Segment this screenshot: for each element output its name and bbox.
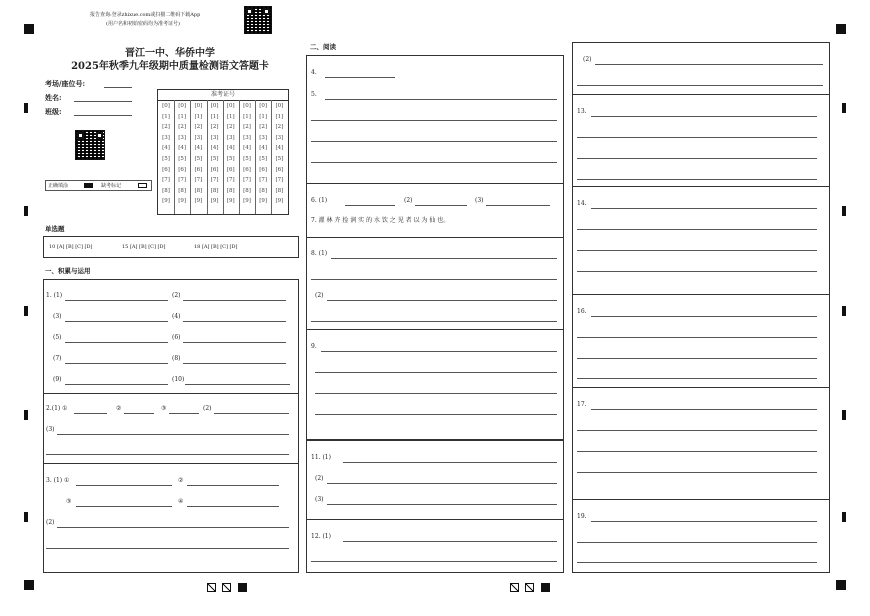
choice-q18[interactable]: 18 [A] [B] [C] [D] bbox=[194, 244, 238, 250]
section1-title: 一、积累与运用 bbox=[45, 267, 91, 275]
q11-box bbox=[306, 440, 564, 520]
page-marker-icon bbox=[222, 583, 231, 592]
q3-part2-line1[interactable] bbox=[57, 527, 289, 528]
q12b-box bbox=[572, 42, 830, 95]
timing-mark bbox=[24, 512, 28, 522]
admission-digit-bubble[interactable]: [6] bbox=[210, 166, 219, 173]
q8-part1-line2[interactable] bbox=[311, 279, 557, 280]
admission-digit-bubble[interactable]: [6] bbox=[243, 166, 251, 173]
q17-line3[interactable] bbox=[577, 451, 817, 452]
q19-label: 19. bbox=[577, 513, 587, 520]
admission-digit-bubble[interactable]: [8] bbox=[162, 187, 170, 194]
q2-part3-line2[interactable] bbox=[46, 454, 289, 455]
q5-line3[interactable] bbox=[311, 141, 557, 142]
admission-digit-bubble[interactable]: [5] bbox=[275, 156, 284, 162]
q2-blank1-line[interactable] bbox=[74, 413, 107, 414]
timing-mark bbox=[842, 306, 846, 316]
admission-digit-bubble[interactable]: [2] bbox=[275, 124, 284, 131]
student-qr-code-icon bbox=[75, 130, 105, 160]
q3-blank3-line[interactable] bbox=[76, 506, 172, 507]
q14-label: 14. bbox=[577, 200, 587, 207]
class-field[interactable] bbox=[74, 115, 132, 116]
class-label: 班级: bbox=[45, 107, 62, 116]
admission-digit-bubble[interactable]: [1] bbox=[210, 113, 219, 120]
admission-digit-bubble[interactable]: [2] bbox=[162, 124, 170, 131]
admission-digit-bubble[interactable]: [9] bbox=[259, 198, 268, 205]
correct-fill-sample-icon bbox=[84, 183, 93, 188]
admission-digit-bubble[interactable]: [4] bbox=[243, 145, 251, 152]
q1-part1-line[interactable] bbox=[65, 300, 168, 301]
admission-digit-bubble[interactable]: [5] bbox=[194, 156, 203, 162]
absent-mark-checkbox[interactable] bbox=[138, 183, 147, 188]
q11-part1-line[interactable] bbox=[343, 462, 557, 463]
admission-digit-bubble[interactable]: [0] bbox=[194, 103, 203, 109]
q2-blank3-label: ③ bbox=[161, 405, 167, 412]
timing-mark bbox=[24, 103, 28, 113]
admission-digit-bubble[interactable]: [4] bbox=[162, 145, 170, 152]
admission-digit-bubble[interactable]: [3] bbox=[275, 134, 284, 141]
admission-digit-bubble[interactable]: [5] bbox=[162, 156, 170, 162]
admission-digit-bubble[interactable]: [5] bbox=[210, 156, 219, 162]
q11-part3-line[interactable] bbox=[327, 504, 557, 505]
q6-part1-label: 6. (1) bbox=[311, 197, 328, 204]
q9-label: 9. bbox=[311, 343, 317, 350]
q6-part3-label: (3) bbox=[475, 197, 484, 204]
q11-part2-label: (2) bbox=[315, 475, 324, 482]
q12-part2-line1[interactable] bbox=[595, 64, 823, 65]
q19-line3[interactable] bbox=[577, 562, 817, 563]
q17-line1[interactable] bbox=[591, 409, 817, 410]
page-marker-icon bbox=[238, 583, 247, 592]
q11-part3-label: (3) bbox=[315, 496, 324, 503]
q3-blank4-line[interactable] bbox=[187, 506, 279, 507]
q1-box bbox=[43, 279, 299, 394]
admission-digit-bubble[interactable]: [3] bbox=[243, 134, 251, 141]
admission-digit-bubble[interactable]: [7] bbox=[162, 177, 170, 184]
admission-digit-bubble[interactable]: [0] bbox=[210, 103, 219, 109]
admission-digit-bubble[interactable]: [2] bbox=[210, 124, 219, 131]
q13-label: 13. bbox=[577, 108, 587, 115]
app-qr-code-icon[interactable] bbox=[244, 6, 272, 34]
q2-blank2-line[interactable] bbox=[124, 413, 154, 414]
admission-digit-bubble[interactable]: [9] bbox=[275, 198, 284, 205]
admission-digit-bubble[interactable]: [7] bbox=[243, 177, 251, 184]
admission-digit-bubble[interactable]: [9] bbox=[210, 198, 219, 205]
admission-digit-bubble[interactable]: [6] bbox=[162, 166, 170, 173]
q9-box bbox=[306, 330, 564, 440]
admission-digit-bubble[interactable]: [4] bbox=[259, 145, 268, 152]
admission-digit-bubble[interactable]: [7] bbox=[194, 177, 203, 184]
admission-digit-bubble[interactable]: [9] bbox=[226, 198, 235, 205]
school-name: 晋江一中、华侨中学 bbox=[125, 48, 215, 59]
admission-digit-bubble[interactable]: [0] bbox=[243, 103, 251, 109]
q12-part1-line2[interactable] bbox=[311, 561, 557, 562]
admission-digit-bubble[interactable]: [8] bbox=[243, 187, 251, 194]
q3-blank4-label: ④ bbox=[178, 498, 184, 505]
q3-blank1-line[interactable] bbox=[76, 485, 172, 486]
admission-digit-bubble[interactable]: [9] bbox=[194, 198, 203, 205]
q1-part7-label: (7) bbox=[53, 355, 62, 362]
admission-digit-bubble[interactable]: [0] bbox=[275, 103, 284, 109]
admission-digit-bubble[interactable]: [3] bbox=[194, 134, 203, 141]
admission-digit-bubble[interactable]: [2] bbox=[178, 124, 187, 131]
q13-line4[interactable] bbox=[577, 179, 817, 180]
choice-q10[interactable]: 10 [A] [B] [C] [D] bbox=[49, 244, 93, 250]
q2-blank2-label: ② bbox=[116, 405, 122, 412]
q4-label: 4. bbox=[311, 69, 317, 76]
admission-digit-bubble[interactable]: [1] bbox=[275, 113, 284, 120]
q16-box bbox=[572, 295, 830, 388]
fill-legend bbox=[45, 180, 152, 191]
admission-digit-bubble[interactable]: [1] bbox=[226, 113, 235, 120]
q1-part1-label: 1. (1) bbox=[46, 292, 63, 299]
q5-line2[interactable] bbox=[311, 120, 557, 121]
admission-digit-bubble[interactable]: [5] bbox=[226, 156, 235, 162]
section2-title: 二、阅读 bbox=[310, 43, 336, 51]
admission-digit-bubble[interactable]: [8] bbox=[178, 187, 187, 194]
admission-digit-bubble[interactable]: [5] bbox=[259, 156, 268, 162]
q3-blank3-label: ③ bbox=[66, 498, 72, 505]
timing-mark bbox=[842, 512, 846, 522]
admission-digit-bubble[interactable]: [1] bbox=[162, 113, 170, 120]
q14-line3[interactable] bbox=[577, 250, 817, 251]
registration-mark bbox=[836, 24, 846, 34]
name-field[interactable] bbox=[74, 101, 132, 102]
admission-digit-bubble[interactable]: [3] bbox=[178, 134, 187, 141]
q11-part2-line[interactable] bbox=[327, 483, 557, 484]
q12-part1-label: 12. (1) bbox=[311, 533, 331, 540]
q1-part5-line[interactable] bbox=[65, 342, 168, 343]
admission-digit-bubble[interactable]: [8] bbox=[259, 187, 268, 194]
q12-part2-label: (2) bbox=[583, 56, 592, 63]
q1-part4-line[interactable] bbox=[183, 321, 286, 322]
name-label: 姓名: bbox=[45, 93, 62, 102]
admission-digit-bubble[interactable]: [8] bbox=[275, 187, 284, 194]
page-marker-icon bbox=[541, 583, 550, 592]
q1-part8-label: (8) bbox=[172, 355, 181, 362]
q14-box bbox=[572, 187, 830, 295]
q5-line4[interactable] bbox=[311, 162, 557, 163]
q17-line4[interactable] bbox=[577, 472, 817, 473]
admission-digit-bubble[interactable]: [3] bbox=[259, 134, 268, 141]
q6-part2-label: (2) bbox=[404, 197, 413, 204]
seat-field[interactable] bbox=[104, 87, 132, 88]
q14-line4[interactable] bbox=[577, 271, 817, 272]
admission-digit-bubble[interactable]: [2] bbox=[243, 124, 251, 131]
absent-mark-label: 缺考标记 bbox=[101, 183, 122, 189]
q14-line1[interactable] bbox=[591, 208, 817, 209]
admission-digit-bubble[interactable]: [8] bbox=[194, 187, 203, 194]
q19-box bbox=[572, 500, 830, 573]
q9-line4[interactable] bbox=[315, 414, 557, 415]
timing-mark bbox=[24, 206, 28, 216]
q13-line3[interactable] bbox=[577, 158, 817, 159]
q8-part2-line2[interactable] bbox=[311, 321, 557, 322]
admission-digit-bubble[interactable]: [2] bbox=[226, 124, 235, 131]
correct-fill-label: 正确填涂 bbox=[48, 183, 69, 189]
admission-number-grid[interactable] bbox=[157, 89, 289, 215]
q9-line3[interactable] bbox=[315, 393, 557, 394]
exam-title: 2025年秋季九年级期中质量检测语文答题卡 bbox=[71, 61, 269, 72]
q1-part9-label: (9) bbox=[53, 376, 62, 383]
admission-digit-bubble[interactable]: [7] bbox=[226, 177, 235, 184]
admission-digit-bubble[interactable]: [6] bbox=[226, 166, 235, 173]
admission-digit-bubble[interactable]: [9] bbox=[178, 198, 187, 205]
admission-digit-bubble[interactable]: [9] bbox=[243, 198, 251, 205]
q8-part1-line1[interactable] bbox=[331, 258, 557, 259]
admission-digit-bubble[interactable]: [2] bbox=[194, 124, 203, 131]
q9-line1[interactable] bbox=[321, 351, 557, 352]
q6-part3-line[interactable] bbox=[486, 205, 550, 206]
q1-part9-line[interactable] bbox=[65, 384, 168, 385]
q8-part1-label: 8. (1) bbox=[311, 250, 328, 257]
admission-digit-bubble[interactable]: [7] bbox=[210, 177, 219, 184]
timing-mark bbox=[842, 103, 846, 113]
admission-digit-bubble[interactable]: [3] bbox=[210, 134, 219, 141]
q3-part2-label: (2) bbox=[46, 519, 55, 526]
q8-box bbox=[306, 238, 564, 330]
q1-part10-line[interactable] bbox=[185, 384, 290, 385]
q1-part6-line[interactable] bbox=[183, 342, 286, 343]
admission-digit-bubble[interactable]: [7] bbox=[178, 177, 187, 184]
q3-box bbox=[43, 464, 299, 573]
registration-mark bbox=[836, 580, 846, 590]
admission-digit-bubble[interactable]: [3] bbox=[162, 134, 170, 141]
q14-line2[interactable] bbox=[577, 229, 817, 230]
seat-label: 考场/座位号: bbox=[45, 79, 86, 88]
q16-line3[interactable] bbox=[577, 358, 817, 359]
admission-digit-bubble[interactable]: [6] bbox=[259, 166, 268, 173]
q1-part7-line[interactable] bbox=[65, 363, 168, 364]
q13-line1[interactable] bbox=[591, 116, 817, 117]
admission-digit-bubble[interactable]: [6] bbox=[194, 166, 203, 173]
q3-part1-label: 3. (1) ① bbox=[46, 477, 70, 484]
admission-digit-bubble[interactable]: [4] bbox=[194, 145, 203, 152]
admission-digit-bubble[interactable]: [5] bbox=[243, 156, 251, 162]
q2-part2-line[interactable] bbox=[214, 413, 289, 414]
admission-digit-bubble[interactable]: [7] bbox=[275, 177, 284, 184]
q17-label: 17. bbox=[577, 401, 587, 408]
q6-part1-line[interactable] bbox=[345, 205, 395, 206]
q2-box bbox=[43, 394, 299, 464]
report-notice-line2: (用户名和初始密码均为准考证号) bbox=[106, 21, 180, 27]
q2-part2-label: (2) bbox=[203, 405, 212, 412]
registration-mark bbox=[24, 580, 34, 590]
q12-part2-line2[interactable] bbox=[577, 85, 823, 86]
choice-q15[interactable]: 15 [A] [B] [C] [D] bbox=[122, 244, 166, 250]
q4-q5-box bbox=[306, 55, 564, 184]
q7-text: 7. 濯 林 卉 捡 润 实 的 水 饮 之 见 者 以 为 仙 也。 bbox=[311, 217, 450, 224]
single-choice-title: 单选题 bbox=[45, 225, 65, 233]
admission-digit-bubble[interactable]: [8] bbox=[226, 187, 235, 194]
admission-digit-bubble[interactable]: [3] bbox=[226, 134, 235, 141]
q1-part2-label: (2) bbox=[172, 292, 181, 299]
q16-line1[interactable] bbox=[591, 316, 817, 317]
q17-box bbox=[572, 388, 830, 500]
q1-part2-line[interactable] bbox=[183, 300, 286, 301]
timing-mark bbox=[24, 410, 28, 420]
q3-blank2-line[interactable] bbox=[187, 485, 279, 486]
q2-part3-label: (3) bbox=[46, 426, 55, 433]
q13-line2[interactable] bbox=[577, 137, 817, 138]
q11-part1-label: 11. (1) bbox=[311, 454, 331, 461]
admission-digit-bubble[interactable]: [6] bbox=[275, 166, 284, 173]
q13-box bbox=[572, 95, 830, 187]
q2-blank3-line[interactable] bbox=[169, 413, 199, 414]
admission-digit-bubble[interactable]: [2] bbox=[259, 124, 268, 131]
registration-mark bbox=[24, 24, 34, 34]
timing-mark bbox=[842, 410, 846, 420]
admission-digit-bubble[interactable]: [6] bbox=[178, 166, 187, 173]
admission-digit-bubble[interactable]: [8] bbox=[210, 187, 219, 194]
admission-digit-bubble[interactable]: [0] bbox=[226, 103, 235, 109]
admission-digit-bubble[interactable]: [1] bbox=[194, 113, 203, 120]
q1-part10-label: (10) bbox=[172, 376, 185, 383]
page-marker-icon bbox=[510, 583, 519, 592]
q3-blank2-label: ② bbox=[178, 477, 184, 484]
q19-line2[interactable] bbox=[577, 542, 817, 543]
timing-mark bbox=[24, 306, 28, 316]
admission-digit-bubble[interactable]: [1] bbox=[259, 113, 268, 120]
q6-q7-box bbox=[306, 184, 564, 238]
q1-part5-label: (5) bbox=[53, 334, 62, 341]
q3-part2-line2[interactable] bbox=[46, 548, 289, 549]
q2-part1-label: 2.(1) ① bbox=[46, 405, 68, 412]
q12-part1-line1[interactable] bbox=[343, 541, 557, 542]
page-marker-icon bbox=[525, 583, 534, 592]
q16-line4[interactable] bbox=[577, 378, 817, 379]
q12-box bbox=[306, 520, 564, 573]
q1-part3-line[interactable] bbox=[65, 321, 168, 322]
admission-digit-bubble[interactable]: [0] bbox=[259, 103, 268, 109]
admission-digit-bubble[interactable]: [0] bbox=[178, 103, 187, 109]
admission-digit-bubble[interactable]: [1] bbox=[243, 113, 251, 120]
q1-part4-label: (4) bbox=[172, 313, 181, 320]
q8-part2-label: (2) bbox=[315, 292, 324, 299]
admission-digit-bubble[interactable]: [4] bbox=[178, 145, 187, 152]
single-choice-box bbox=[43, 236, 299, 258]
admission-digit-bubble[interactable]: [4] bbox=[226, 145, 235, 152]
q1-part8-line[interactable] bbox=[183, 363, 286, 364]
admission-digit-bubble[interactable]: [0] bbox=[162, 103, 170, 109]
admission-digit-bubble[interactable]: [7] bbox=[259, 177, 268, 184]
q17-line2[interactable] bbox=[577, 430, 817, 431]
q9-line2[interactable] bbox=[315, 372, 557, 373]
report-notice-line1: 报告查询:登录zhixue.com或扫描二维码下载App bbox=[90, 12, 201, 18]
admission-digit-bubble[interactable]: [5] bbox=[178, 156, 187, 162]
admission-number-header: 准考证号 bbox=[158, 90, 288, 101]
admission-digit-bubble[interactable]: [4] bbox=[275, 145, 284, 152]
q1-part6-label: (6) bbox=[172, 334, 181, 341]
q6-part2-line[interactable] bbox=[415, 205, 467, 206]
admission-digit-bubble[interactable]: [4] bbox=[210, 145, 219, 152]
timing-mark bbox=[842, 206, 846, 216]
q5-label: 5. bbox=[311, 91, 317, 98]
q16-label: 16. bbox=[577, 308, 587, 315]
q1-part3-label: (3) bbox=[53, 313, 62, 320]
q5-line1[interactable] bbox=[325, 99, 557, 100]
admission-digit-bubble[interactable]: [9] bbox=[162, 198, 170, 205]
q4-line[interactable] bbox=[325, 77, 395, 78]
admission-digit-bubble[interactable]: [1] bbox=[178, 113, 187, 120]
q19-line1[interactable] bbox=[591, 521, 817, 522]
q2-part3-line1[interactable] bbox=[57, 434, 289, 435]
q8-part2-line1[interactable] bbox=[327, 300, 557, 301]
q16-line2[interactable] bbox=[577, 337, 817, 338]
page-marker-icon bbox=[207, 583, 216, 592]
